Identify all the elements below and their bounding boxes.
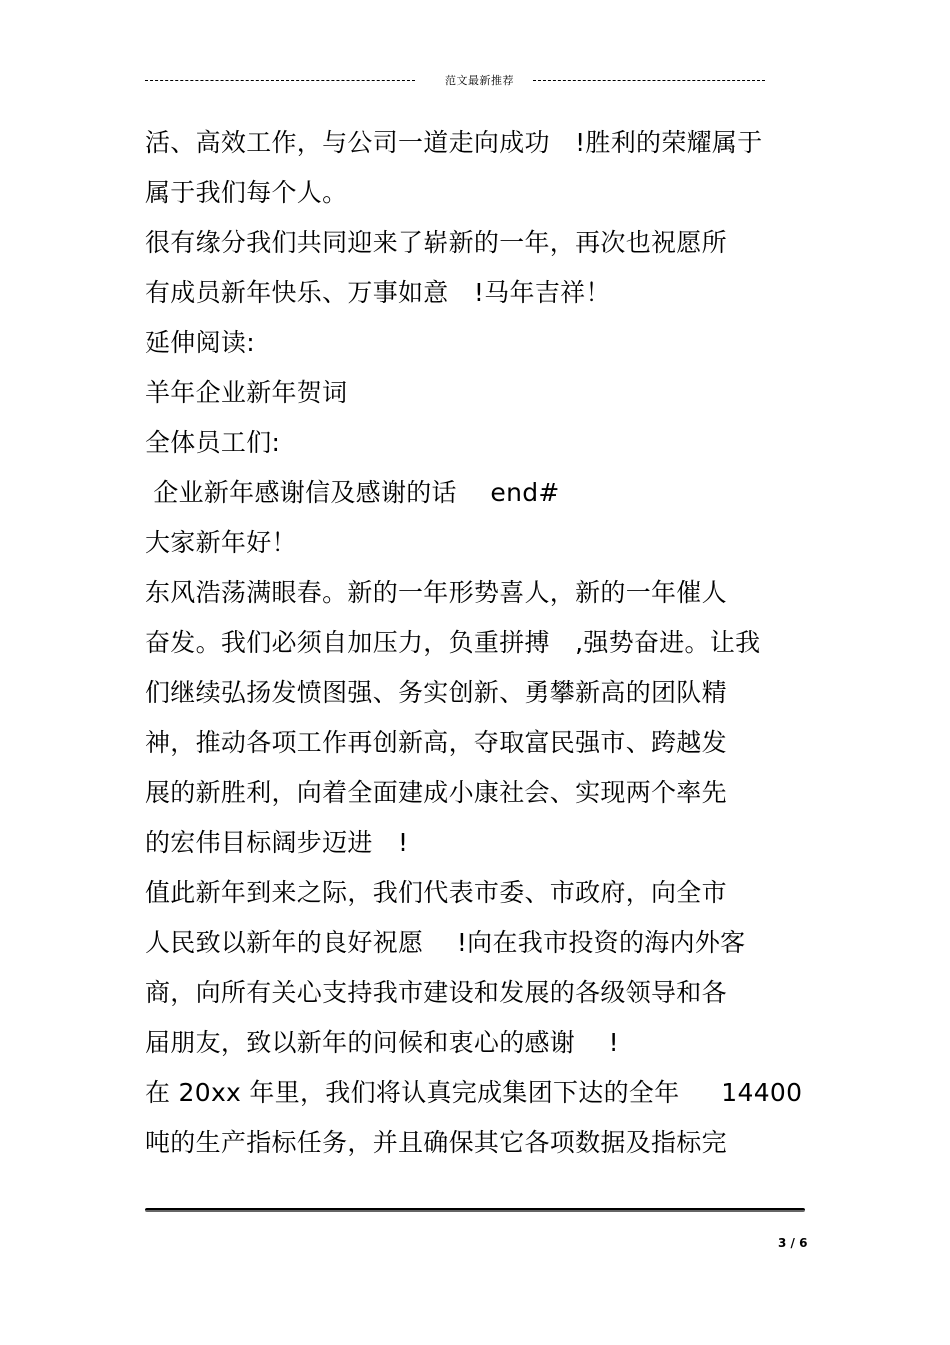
section-heading: 延伸阅读: [145, 328, 255, 357]
article-title: 羊年企业新年贺词 [145, 378, 348, 407]
text-line: 神，推动各项工作再创新高，夺取富民强市、跨越发 [145, 728, 727, 757]
text-line: 人民致以新年的良好祝愿 !向在我市投资的海内外客 [145, 928, 746, 957]
text-line: 的宏伟目标阔步迈进 ! [145, 828, 409, 857]
page-number: 3 / 6 [778, 1236, 808, 1250]
text-line: 活、高效工作，与公司一道走向成功 !胜利的荣耀属于 [145, 128, 763, 157]
header-dashed-rule-right [533, 80, 765, 81]
text-line: 属于我们每个人。 [145, 178, 348, 207]
document-body [145, 118, 825, 1168]
text-line: 商，向所有关心支持我市建设和发展的各级领导和各 [145, 978, 727, 1007]
greeting: 大家新年好！ [145, 528, 297, 557]
page-header [145, 70, 765, 92]
text-line: 东风浩荡满眼春。新的一年形势喜人，新的一年催人 [145, 578, 727, 607]
salutation: 全体员工们: [145, 428, 281, 457]
text-line: 届朋友，致以新年的问候和衷心的感谢 ! [145, 1028, 619, 1057]
related-title: 企业新年感谢信及感谢的话 end# [145, 478, 560, 507]
text-line: 很有缘分我们共同迎来了崭新的一年，再次也祝愿所 [145, 228, 727, 257]
text-line: 吨的生产指标任务，并且确保其它各项数据及指标完 [145, 1128, 727, 1157]
text-line: 们继续弘扬发愤图强、务实创新、勇攀新高的团队精 [145, 678, 727, 707]
header-dashed-rule-left [145, 80, 415, 81]
footer-rule [145, 1208, 805, 1212]
text-line: 在 20xx 年里，我们将认真完成集团下达的全年 14400 [145, 1078, 803, 1107]
header-title: 范文最新推荐 [445, 74, 514, 87]
text-line: 值此新年到来之际，我们代表市委、市政府，向全市 [145, 878, 727, 907]
text-line: 有成员新年快乐、万事如意 !马年吉祥！ [145, 278, 611, 307]
text-line: 奋发。我们必须自加压力，负重拼搏 ,强势奋进。让我 [145, 628, 761, 657]
text-line: 展的新胜利，向着全面建成小康社会、实现两个率先 [145, 778, 727, 807]
